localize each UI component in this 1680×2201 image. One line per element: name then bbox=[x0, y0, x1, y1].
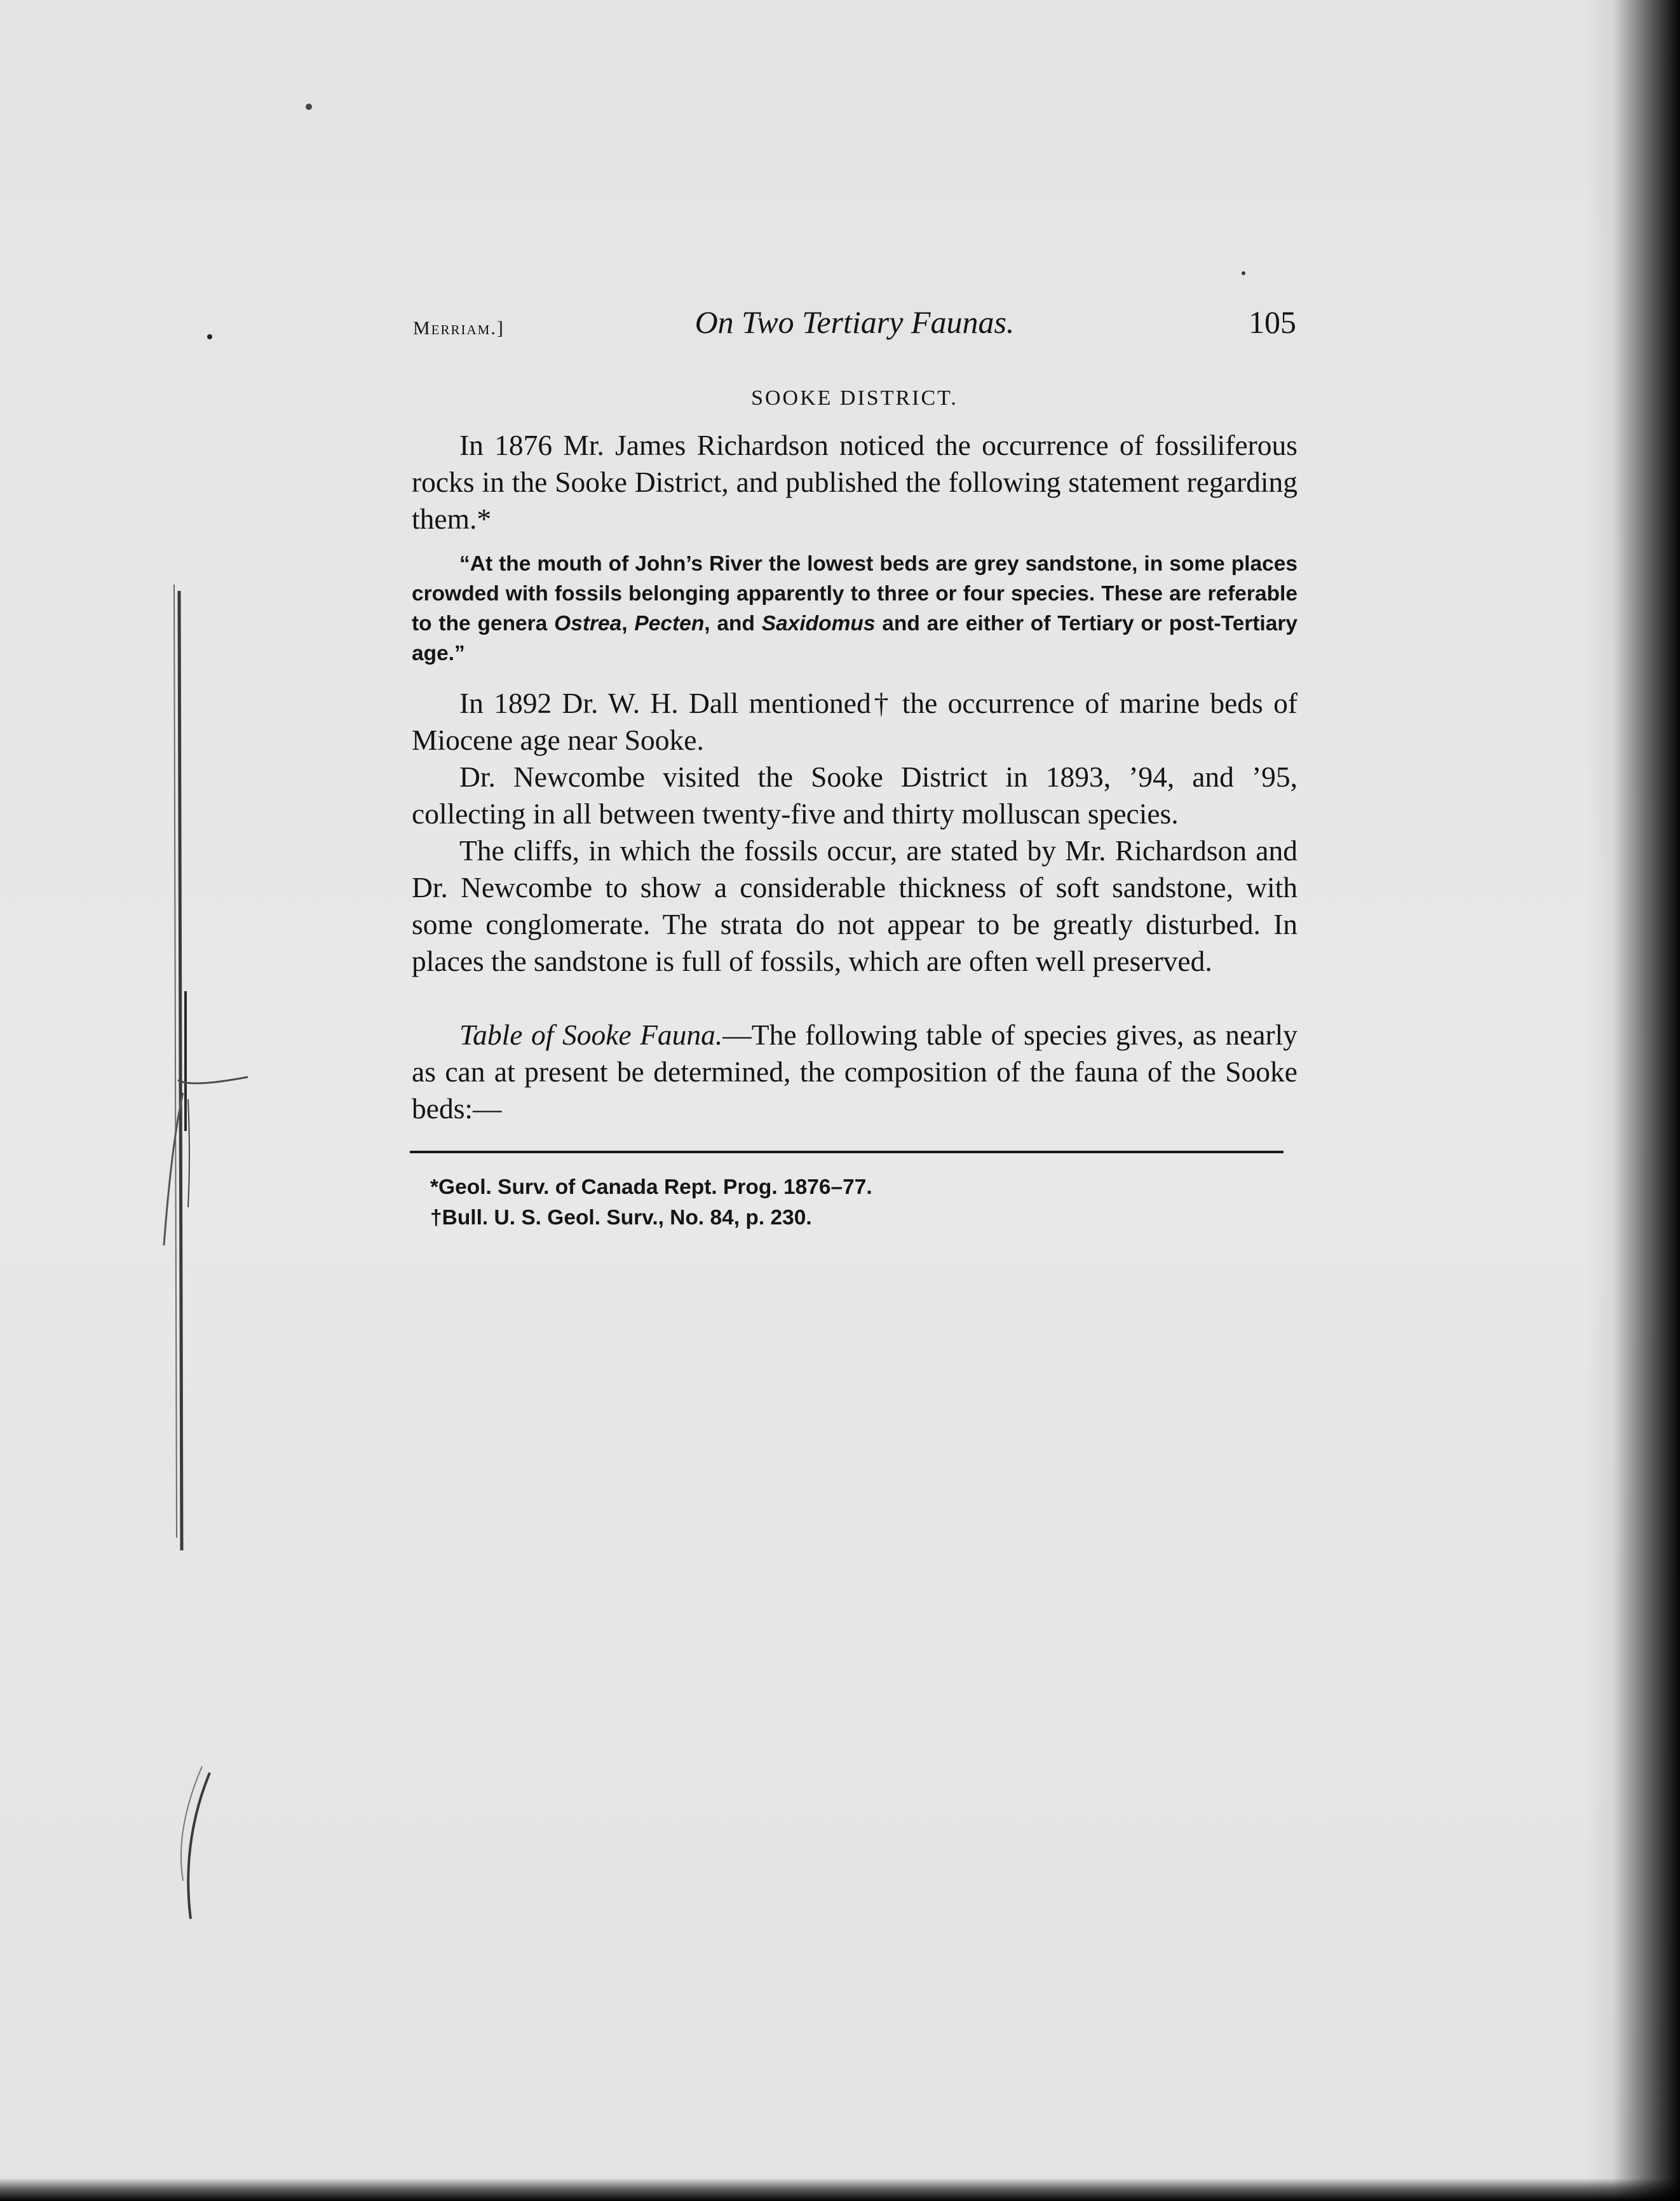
quote-text-end: and are either of Tertiary or post-Tertiary age.” bbox=[412, 612, 1298, 665]
genus-pecten: Pecten bbox=[634, 612, 705, 635]
footnote-2: †Bull. U. S. Geol. Surv., No. 84, p. 230. bbox=[430, 1206, 812, 1229]
quote-separator: , and bbox=[704, 612, 762, 635]
paragraph-richardson: In 1876 Mr. James Richardson noticed the occurrence of fossiliferous rocks in the Sooke District, and published the following statement regarding them.* bbox=[412, 429, 1297, 535]
paragraph-newcombe: Dr. Newcombe visited the Sooke District in 1893, ’94, and ’95, collecting in all between twenty-five and thirty molluscan species. bbox=[412, 761, 1297, 830]
quote-separator: , bbox=[621, 612, 635, 635]
block-quote bbox=[412, 549, 1297, 668]
table-intro-text: —The following table of species gives, as nearly as can at present be determined, the composition of the fauna of the Sooke beds:— bbox=[412, 1019, 1297, 1125]
scan-right-edge-shadow bbox=[1585, 0, 1680, 2201]
page-number: 105 bbox=[1249, 304, 1296, 340]
footnote-1: *Geol. Surv. of Canada Rept. Prog. 1876–77. bbox=[430, 1175, 872, 1199]
quote-text-start: “At the mouth of John’s River the lowest beds are grey sandstone, in some places crowded with fossils belonging apparently to three or four species. These are referable to the genera bbox=[412, 552, 1297, 635]
table-title: Table of Sooke Fauna. bbox=[459, 1019, 723, 1051]
running-head bbox=[413, 304, 1296, 348]
paragraph-dall: In 1892 Dr. W. H. Dall mentioned† the occurrence of marine beds of Miocene age near Sooke. bbox=[412, 687, 1297, 756]
paragraph-cliffs: The cliffs, in which the fossils occur, are stated by Mr. Richardson and Dr. Newcombe to show a considerable thickness of soft sandstone, with some conglomerate. The strata do not appear to be greatly disturbed. In places the sandstone is full of fossils, which are often well preserved. bbox=[412, 834, 1297, 977]
running-head-title: On Two Tertiary Faunas. bbox=[694, 304, 1015, 340]
running-head-author: Merriam.] bbox=[413, 318, 505, 339]
genus-ostrea: Ostrea bbox=[554, 612, 622, 635]
paragraph-table-intro bbox=[412, 1017, 1297, 1127]
genus-saxidomus: Saxidomus bbox=[761, 612, 876, 635]
footnote-divider bbox=[410, 1151, 1284, 1153]
scan-bottom-edge-shadow bbox=[0, 2178, 1680, 2201]
section-heading: SOOKE DISTRICT. bbox=[751, 386, 958, 410]
